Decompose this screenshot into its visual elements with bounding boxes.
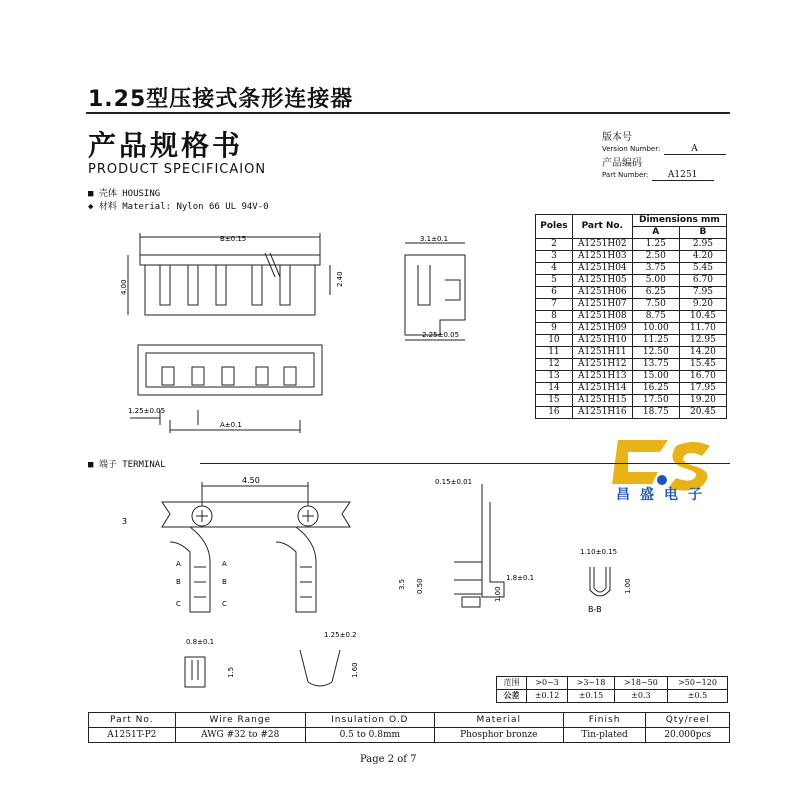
table-row (536, 359, 727, 371)
dim-100b: 1.00 (624, 578, 632, 594)
label-a-right: A (222, 560, 227, 568)
part-cell: A1251H02 (572, 239, 632, 251)
table-row (536, 395, 727, 407)
part-cell: A1251H14 (572, 383, 632, 395)
poles-cell: 8 (536, 311, 573, 323)
part-cell: A1251H08 (572, 311, 632, 323)
a-cell: 2.50 (632, 251, 679, 263)
spec-cell: AWG #32 to #28 (175, 728, 305, 743)
tolerance-value: ±0.5 (668, 690, 728, 703)
dim-125-terminal: 1.25±0.2 (324, 631, 357, 639)
label-b-left: B (176, 578, 181, 586)
part-cell: A1251H13 (572, 371, 632, 383)
b-cell: 2.95 (679, 239, 726, 251)
col-poles: Poles (536, 215, 573, 239)
spec-header: Qty/reel (646, 713, 730, 728)
part-cell: A1251H05 (572, 275, 632, 287)
poles-cell: 12 (536, 359, 573, 371)
poles-cell: 6 (536, 287, 573, 299)
col-part: Part No. (572, 215, 632, 239)
spec-header: Wire Range (175, 713, 305, 728)
spec-header: Part No. (89, 713, 176, 728)
b-cell: 9.20 (679, 299, 726, 311)
dim-15: 1.5 (227, 666, 235, 678)
heading-en: PRODUCT SPECIFICAION (88, 162, 267, 177)
page-number: Page 2 of 7 (360, 754, 417, 765)
part-cell: A1251H11 (572, 347, 632, 359)
a-cell: 12.50 (632, 347, 679, 359)
heading-cn: 产品规格书 (88, 129, 244, 162)
tolerance-header: >0~3 (527, 677, 568, 690)
part-block (602, 154, 714, 181)
a-cell: 5.00 (632, 275, 679, 287)
spec-table (88, 712, 730, 743)
terminal-rule (200, 463, 730, 464)
poles-cell: 4 (536, 263, 573, 275)
a-cell: 13.75 (632, 359, 679, 371)
spec-cell: Phosphor bronze (434, 728, 563, 743)
dim-050: 0.50 (416, 578, 424, 594)
a-cell: 17.50 (632, 395, 679, 407)
poles-cell: 13 (536, 371, 573, 383)
b-cell: 7.95 (679, 287, 726, 299)
spec-header: Finish (563, 713, 646, 728)
housing-label: 壳体 HOUSING (98, 189, 161, 199)
part-label-cn: 产品编码 (602, 158, 642, 169)
a-cell: 10.00 (632, 323, 679, 335)
part-cell: A1251H07 (572, 299, 632, 311)
part-cell: A1251H16 (572, 407, 632, 419)
b-cell: 15.45 (679, 359, 726, 371)
tolerance-row-label: 公差 (497, 690, 527, 703)
dim-a: A±0.1 (220, 421, 242, 429)
dim-125-housing: 1.25±0.05 (128, 407, 166, 415)
dim-100a: 1.00 (494, 586, 502, 602)
dim-015: 0.15±0.01 (435, 478, 473, 486)
table-row (536, 251, 727, 263)
b-cell: 10.45 (679, 311, 726, 323)
col-a: A (632, 227, 679, 239)
terminal-heading (88, 457, 166, 470)
a-cell: 7.50 (632, 299, 679, 311)
dim-240: 2.40 (336, 271, 344, 287)
table-row (536, 323, 727, 335)
dim-450: 4.50 (242, 476, 260, 485)
label-c-right: C (222, 600, 227, 608)
a-cell: 1.25 (632, 239, 679, 251)
b-cell: 11.70 (679, 323, 726, 335)
spec-cell: Tin-plated (563, 728, 646, 743)
a-cell: 16.25 (632, 383, 679, 395)
dim-3: 3 (122, 517, 128, 526)
diamond-bullet-icon: ◆ (88, 202, 94, 212)
poles-cell: 14 (536, 383, 573, 395)
a-cell: 18.75 (632, 407, 679, 419)
spec-cell: A1251T-P2 (89, 728, 176, 743)
b-cell: 4.20 (679, 251, 726, 263)
b-cell: 6.70 (679, 275, 726, 287)
square-bullet-icon: ■ (88, 460, 94, 470)
label-c-left: C (176, 600, 181, 608)
tolerance-value: ±0.12 (527, 690, 568, 703)
a-cell: 15.00 (632, 371, 679, 383)
a-cell: 11.25 (632, 335, 679, 347)
spec-header: Insulation O.D (305, 713, 434, 728)
tolerance-header: 范围 (497, 677, 527, 690)
version-value: A (664, 144, 726, 155)
b-cell: 5.45 (679, 263, 726, 275)
dim-b: B±0.15 (220, 235, 247, 243)
col-dims: Dimensions mm (632, 215, 726, 227)
poles-cell: 9 (536, 323, 573, 335)
logo-text: 昌盛电子 (616, 487, 712, 503)
housing-drawing (100, 225, 520, 435)
part-cell: A1251H09 (572, 323, 632, 335)
part-cell: A1251H03 (572, 251, 632, 263)
b-cell: 17.95 (679, 383, 726, 395)
dim-35: 3.5 (398, 578, 406, 590)
b-cell: 16.70 (679, 371, 726, 383)
tolerance-header: >18~50 (614, 677, 667, 690)
table-row (536, 347, 727, 359)
table-row (536, 335, 727, 347)
label-a-left: A (176, 560, 181, 568)
table-row (536, 263, 727, 275)
poles-cell: 2 (536, 239, 573, 251)
dim-110: 1.10±0.15 (580, 548, 618, 556)
section-bb: B-B (588, 605, 602, 614)
part-cell: A1251H06 (572, 287, 632, 299)
label-b-right: B (222, 578, 227, 586)
a-cell: 3.75 (632, 263, 679, 275)
version-label-cn: 版本号 (602, 132, 632, 143)
tolerance-table (496, 676, 728, 703)
tolerance-header: >50~120 (668, 677, 728, 690)
col-b: B (679, 227, 726, 239)
version-label-en: Version Number: (602, 145, 661, 153)
table-row (536, 407, 727, 419)
tolerance-header: >3~18 (568, 677, 615, 690)
b-cell: 12.95 (679, 335, 726, 347)
b-cell: 20.45 (679, 407, 726, 419)
table-row (536, 371, 727, 383)
spec-cell: 20.000pcs (646, 728, 730, 743)
tolerance-value: ±0.15 (568, 690, 615, 703)
part-value: A1251 (652, 170, 714, 181)
part-cell: A1251H10 (572, 335, 632, 347)
poles-cell: 3 (536, 251, 573, 263)
part-label-en: Part Number: (602, 171, 649, 179)
terminal-label: 端子 TERMINAL (98, 460, 166, 470)
dim-31: 3.1±0.1 (420, 235, 449, 243)
b-cell: 19.20 (679, 395, 726, 407)
dimension-table (535, 214, 727, 419)
spec-cell: 0.5 to 0.8mm (305, 728, 434, 743)
table-row (536, 383, 727, 395)
version-block (602, 128, 726, 155)
dim-400: 4.00 (120, 279, 128, 295)
table-row (536, 239, 727, 251)
poles-cell: 15 (536, 395, 573, 407)
part-cell: A1251H15 (572, 395, 632, 407)
poles-cell: 7 (536, 299, 573, 311)
part-cell: A1251H12 (572, 359, 632, 371)
dim-225: 2.25±0.05 (422, 331, 460, 339)
dim-08: 0.8±0.1 (186, 638, 215, 646)
a-cell: 8.75 (632, 311, 679, 323)
material-label: 材料 Material: Nylon 66 UL 94V-0 (98, 202, 269, 212)
dim-160: 1.60 (351, 662, 359, 678)
square-bullet-icon: ■ (88, 189, 94, 199)
a-cell: 6.25 (632, 287, 679, 299)
table-row (536, 275, 727, 287)
table-row (536, 287, 727, 299)
housing-heading (88, 186, 160, 199)
poles-cell: 11 (536, 347, 573, 359)
poles-cell: 16 (536, 407, 573, 419)
b-cell: 14.20 (679, 347, 726, 359)
tolerance-value: ±0.3 (614, 690, 667, 703)
part-cell: A1251H04 (572, 263, 632, 275)
poles-cell: 5 (536, 275, 573, 287)
dim-18: 1.8±0.1 (506, 574, 535, 582)
table-row (536, 299, 727, 311)
spec-header: Material (434, 713, 563, 728)
table-row (536, 311, 727, 323)
terminal-drawing (110, 472, 730, 692)
poles-cell: 10 (536, 335, 573, 347)
housing-material (88, 199, 269, 212)
doc-title: 1.25型压接式条形连接器 (88, 87, 354, 112)
title-rule (86, 112, 730, 114)
